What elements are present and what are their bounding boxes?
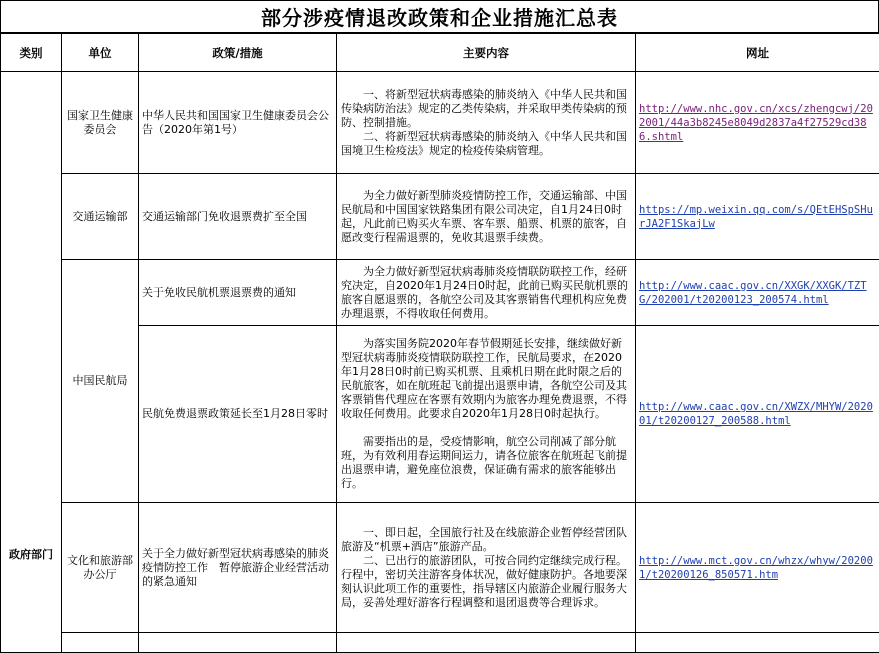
url-link[interactable]: http://www.caac.gov.cn/XXGK/XXGK/TZTG/202001/t20200123_200574.html [639,280,867,306]
table-row [1,260,879,326]
url-cell [636,72,879,174]
table-row [1,72,879,174]
unit-cell: 交通运输部 [62,174,139,260]
policy-cell: 交通运输部门免收退票费扩至全国 [139,174,337,260]
policy-cell: 关于免收民航机票退票费的通知 [139,260,337,326]
content-paragraph: 一、即日起，全国旅行社及在线旅游企业暂停经营团队旅游及“机票+酒店”旅游产品。 [341,526,631,554]
url-cell [636,174,879,260]
content-paragraph: 二、将新型冠状病毒感染的肺炎纳入《中华人民共和国国境卫生检疫法》规定的检疫传染病管理。 [341,130,631,158]
policy-cell: 中华人民共和国国家卫生健康委员会公告（2020年第1号） [139,72,337,174]
url-cell [636,326,879,503]
header-category: 类别 [1,34,62,72]
category-cell: 政府部门 [1,72,62,653]
content-paragraph: 一、将新型冠状病毒感染的肺炎纳入《中华人民共和国传染病防治法》规定的乙类传染病，并采取甲类传染病的预防、控制措施。 [341,88,631,130]
policy-cell: 民航免费退票政策延长至1月28日零时 [139,326,337,503]
url-cell [636,260,879,326]
content-cell [337,503,636,633]
content-cell [337,174,636,260]
url-link[interactable]: http://www.mct.gov.cn/whzx/whyw/202001/t20200126_850571.htm [639,555,873,581]
header-url: 网址 [636,34,879,72]
content-paragraph: 二、已出行的旅游团队，可按合同约定继续完成行程。行程中，密切关注游客身体状况，做好健康防护。各地要深刻认识此项工作的重要性，指导辖区内旅游企业履行服务大局，妥善处理好游客行程调整和退团退费等合理诉求。 [341,554,631,610]
url-link[interactable]: https://mp.weixin.qq.com/s/QEtEHSpSHurJA2F1SkajLw [639,204,873,230]
header-unit: 单位 [62,34,139,72]
content-paragraph: 为落实国务院2020年春节假期延长安排，继续做好新型冠状病毒肺炎疫情联防联控工作，民航局要求，在2020年1月28日0时前已购买机票、且乘机日期在此时限之后的民航旅客，如在航班起飞前提出退票申请，各航空公司及其客票销售代理应在客票有效期内为旅客办理免费退票，不得收取任何费用。此要求自2020年1月28日0时起执行。 [341,337,631,421]
url-link[interactable]: http://www.nhc.gov.cn/xcs/zhengcwj/202001/44a3b8245e8049d2837a4f27529cd386.shtml [639,103,873,143]
unit-cell: 中国民航局 [62,260,139,503]
unit-cell: 国家卫生健康委员会 [62,72,139,174]
url-cell [636,503,879,633]
content-paragraph: 需要指出的是，受疫情影响，航空公司削减了部分航班，为有效利用春运期间运力，请各位旅客在航班起飞前提出退票申请，避免座位浪费，保证确有需求的旅客能够出行。 [341,435,631,491]
policy-table [0,33,879,653]
policy-cell: 关于全力做好新型冠状病毒感染的肺炎疫情防控工作 暂停旅游企业经营活动的紧急通知 [139,503,337,633]
content-cell [337,326,636,503]
page-title: 部分涉疫情退改政策和企业措施汇总表 [0,0,879,33]
content-cell [337,260,636,326]
header-content: 主要内容 [337,34,636,72]
url-link[interactable]: http://www.caac.gov.cn/XWZX/MHYW/202001/t20200127_200588.html [639,401,873,427]
content-paragraph: 为全力做好新型冠状病毒肺炎疫情联防联控工作，经研究决定，自2020年1月24日0时起，此前已购买民航机票的旅客自愿退票的，各航空公司及其客票销售代理机构应免费办理退票，不得收取任何费用。 [341,265,631,321]
header-policy: 政策/措施 [139,34,337,72]
header-row [1,34,879,72]
content-paragraph: 为全力做好新型肺炎疫情防控工作，交通运输部、中国民航局和中国国家铁路集团有限公司决定，自1月24日0时起，凡此前已购买火车票、客车票、船票、机票的旅客，自愿改变行程需退票的，免收其退票手续费。 [341,189,631,245]
table-row [1,503,879,633]
table-row [1,174,879,260]
content-cell [337,72,636,174]
unit-cell: 文化和旅游部办公厅 [62,503,139,633]
